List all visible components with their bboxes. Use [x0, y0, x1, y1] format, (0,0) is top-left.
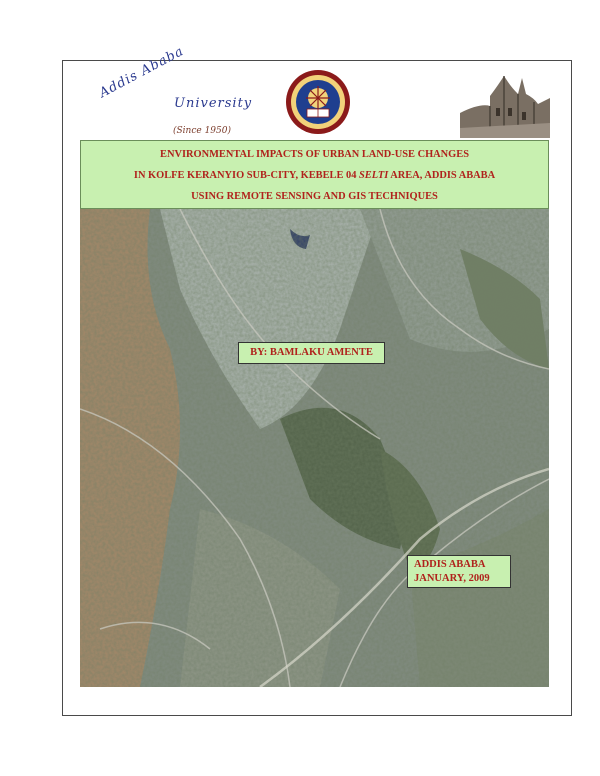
thesis-title	[80, 140, 549, 209]
university-name-line1: Addis Ababa	[96, 43, 187, 101]
university-header	[80, 43, 550, 138]
university-name-line2: University	[174, 96, 253, 111]
city: ADDIS ABABA	[414, 559, 486, 570]
satellite-image	[80, 209, 549, 687]
university-building-icon	[460, 68, 550, 138]
title-line-1: ENVIRONMENTAL IMPACTS OF URBAN LAND-USE CHANGES	[160, 149, 469, 160]
title-line-3: USING REMOTE SENSING AND GIS TECHNIQUES	[191, 191, 438, 202]
date: JANUARY, 2009	[414, 573, 490, 584]
title-line-2: IN KOLFE KERANYIO SUB-CITY, KEBELE 04 SELTI AREA, ADDIS ABABA	[133, 170, 496, 181]
founding-year: (Since 1950)	[173, 126, 231, 136]
author-label: BY: BAMLAKU AMENTE	[238, 342, 385, 364]
university-seal-icon	[285, 69, 351, 135]
place-date-label	[407, 555, 511, 588]
